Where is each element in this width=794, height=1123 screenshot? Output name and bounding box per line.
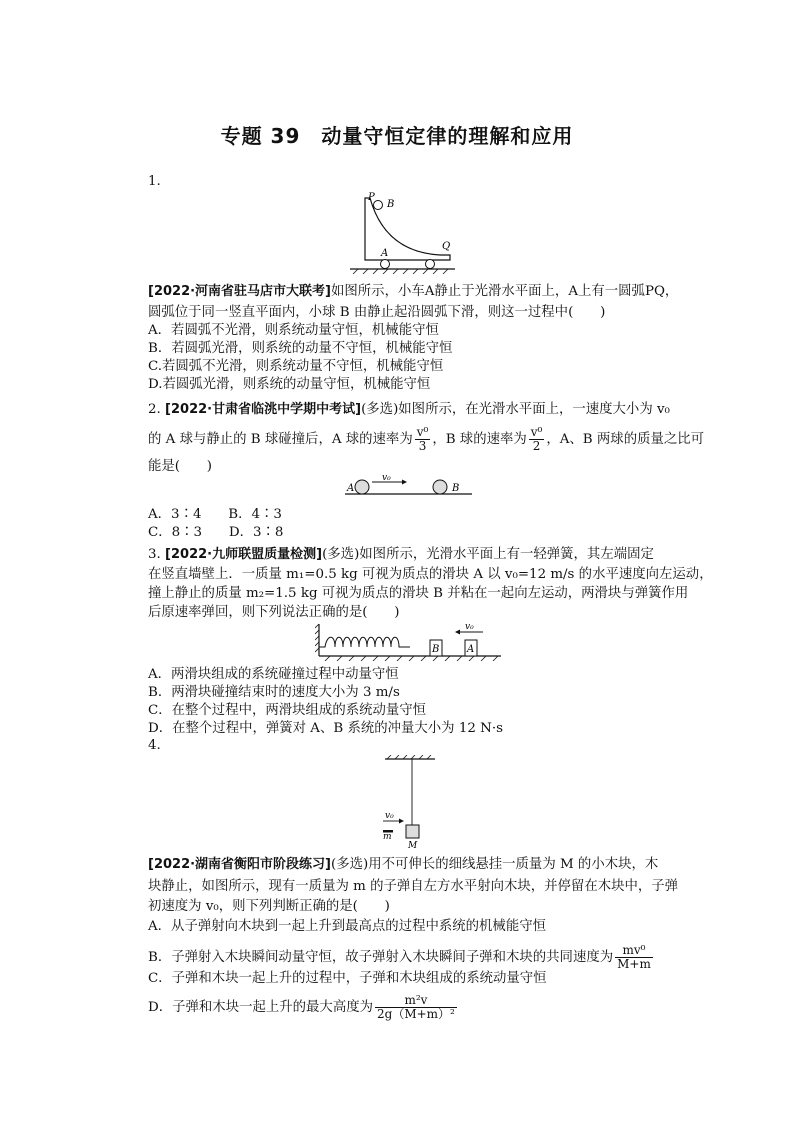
q4-stem-line2: 块静止，如图所示，现有一质量为 m 的子弹自左方水平射向木块，并停留在木块中，子弹 <box>148 879 679 894</box>
q3-option-a: A．两滑块组成的系统碰撞过程中动量守恒 <box>148 667 399 682</box>
q1-option-b: B．若圆弧光滑，则系统的动量不守恒，机械能守恒 <box>148 341 453 356</box>
q3-option-c: C．在整个过程中，两滑块组成的系统动量守恒 <box>148 703 427 718</box>
q3-stem-line1: 3. [2022·九师联盟质量检测](多选)如图所示，光滑水平面上有一轻弹簧，其左端固定 <box>148 547 654 562</box>
q4-fig-label-m: m <box>383 832 392 842</box>
q1-number: 1. <box>148 174 161 189</box>
q3-fig-label-b: B <box>432 644 440 655</box>
q1-fig-label-q: Q <box>442 241 451 252</box>
q2-fraction-2: $\frac{\text{v⁰}}{2}$ <box>530 425 543 453</box>
q2-fig-label-v0: v₀ <box>382 474 391 483</box>
q4-option-c: C．子弹和木块一起上升的过程中，子弹和木块组成的系统动量守恒 <box>148 971 547 986</box>
q2-stem-line1: 2. [2022·甘肃省临洮中学期中考试](多选)如图所示，在光滑水平面上，一速度大小为 v₀ <box>148 402 670 417</box>
q2-stem-line2: 的 A 球与静止的 B 球碰撞后，A 球的速率为 $\frac{\text{v⁰}}{3}$ ，B 球的速率为 $\frac{\text{v⁰}}{2}$ ，A、B 两球的质量之比可 <box>148 425 705 453</box>
q4-fig-label-big-m: M <box>408 841 418 850</box>
q1-stem-line2: 圆弧位于同一竖直平面内，小球 B 由静止起沿圆弧下滑，则这一过程中( ) <box>148 305 606 320</box>
q2-figure <box>340 474 475 499</box>
q3-stem-line2: 在竖直墙壁上．一质量 m₁=0.5 kg 可视为质点的滑块 A 以 v₀=12 m/s 的水平速度向左运动， <box>148 567 713 582</box>
q4-stem-line1: [2022·湖南省衡阳市阶段练习](多选)用不可伸长的细线悬挂一质量为 M 的小木块，木 <box>148 857 659 872</box>
q4-number: 4. <box>148 738 161 753</box>
q1-stem-line1: [2022·河南省驻马店市大联考]如图所示，小车A静止于光滑水平面上，A上有一圆弧PQ， <box>148 284 679 299</box>
q1-fig-label-b: B <box>387 199 395 210</box>
q2-fraction-1: $\frac{\text{v⁰}}{3}$ <box>416 425 429 453</box>
q1-source: [2022·河南省驻马店市大联考] <box>148 284 332 299</box>
q3-stem-line4: 后原速率弹回，则下列说法正确的是( ) <box>148 605 400 620</box>
q2-fig-label-b: B <box>452 483 460 494</box>
q4-option-b: B．子弹射入木块瞬间动量守恒，故子弹射入木块瞬间子弹和木块的共同速度为 $\frac{\text{mv⁰}}{M+m}$ <box>148 943 651 971</box>
q1-option-d: D.若圆弧光滑，则系统的动量守恒，机械能守恒 <box>148 377 431 392</box>
q2-source: [2022·甘肃省临洮中学期中考试] <box>165 402 362 417</box>
q3-fig-label-v0: v₀ <box>465 622 474 632</box>
q4-option-d: D．子弹和木块一起上升的最大高度为 $\frac{\text{m²v}}{\text{2g（M+m）²}}$ <box>148 993 455 1021</box>
q2-fig-label-a: A <box>347 483 355 494</box>
q3-option-d: D．在整个过程中，弹簧对 A、B 系统的冲量大小为 12 N·s <box>148 721 503 736</box>
q2-options-line1: A．3∶4 B．4∶3 <box>148 507 282 522</box>
q1-fig-label-p: P <box>368 192 375 203</box>
q1-option-c: C.若圆弧不光滑，则系统动量不守恒，机械能守恒 <box>148 359 444 374</box>
q4-stem-line3: 初速度为 v₀，则下列判断正确的是( ) <box>148 899 390 914</box>
q4-fig-label-v0: v₀ <box>385 811 394 821</box>
q3-source: [2022·九师联盟质量检测] <box>165 547 323 562</box>
q3-figure <box>315 620 505 662</box>
q3-fig-label-a: A <box>467 644 475 655</box>
q4-option-b-fraction: $\frac{\text{mv⁰}}{M+m}$ <box>617 943 651 971</box>
q1-fig-label-a: A <box>381 248 389 259</box>
q1-figure <box>345 190 460 275</box>
q2-stem-line3: 能是( ) <box>148 459 213 474</box>
q4-option-d-fraction: $\frac{\text{m²v}}{\text{2g（M+m）²}}$ <box>377 993 455 1021</box>
q3-stem-line3: 撞上静止的质量 m₂=1.5 kg 可视为质点的滑块 B 并粘在一起向左运动，两滑块与弹簧作用 <box>148 586 689 601</box>
q4-source: [2022·湖南省衡阳市阶段练习] <box>148 857 332 872</box>
q4-option-a: A．从子弹射向木块到一起上升到最高点的过程中系统的机械能守恒 <box>148 919 546 934</box>
q1-option-a: A．若圆弧不光滑，则系统动量守恒，机械能守恒 <box>148 323 439 338</box>
page-title: 专题 39 动量守恒定律的理解和应用 <box>220 124 574 148</box>
q2-options-line2: C．8∶3 D．3∶8 <box>148 525 284 540</box>
q4-figure <box>375 755 445 850</box>
q3-option-b: B．两滑块碰撞结束时的速度大小为 3 m/s <box>148 685 400 700</box>
